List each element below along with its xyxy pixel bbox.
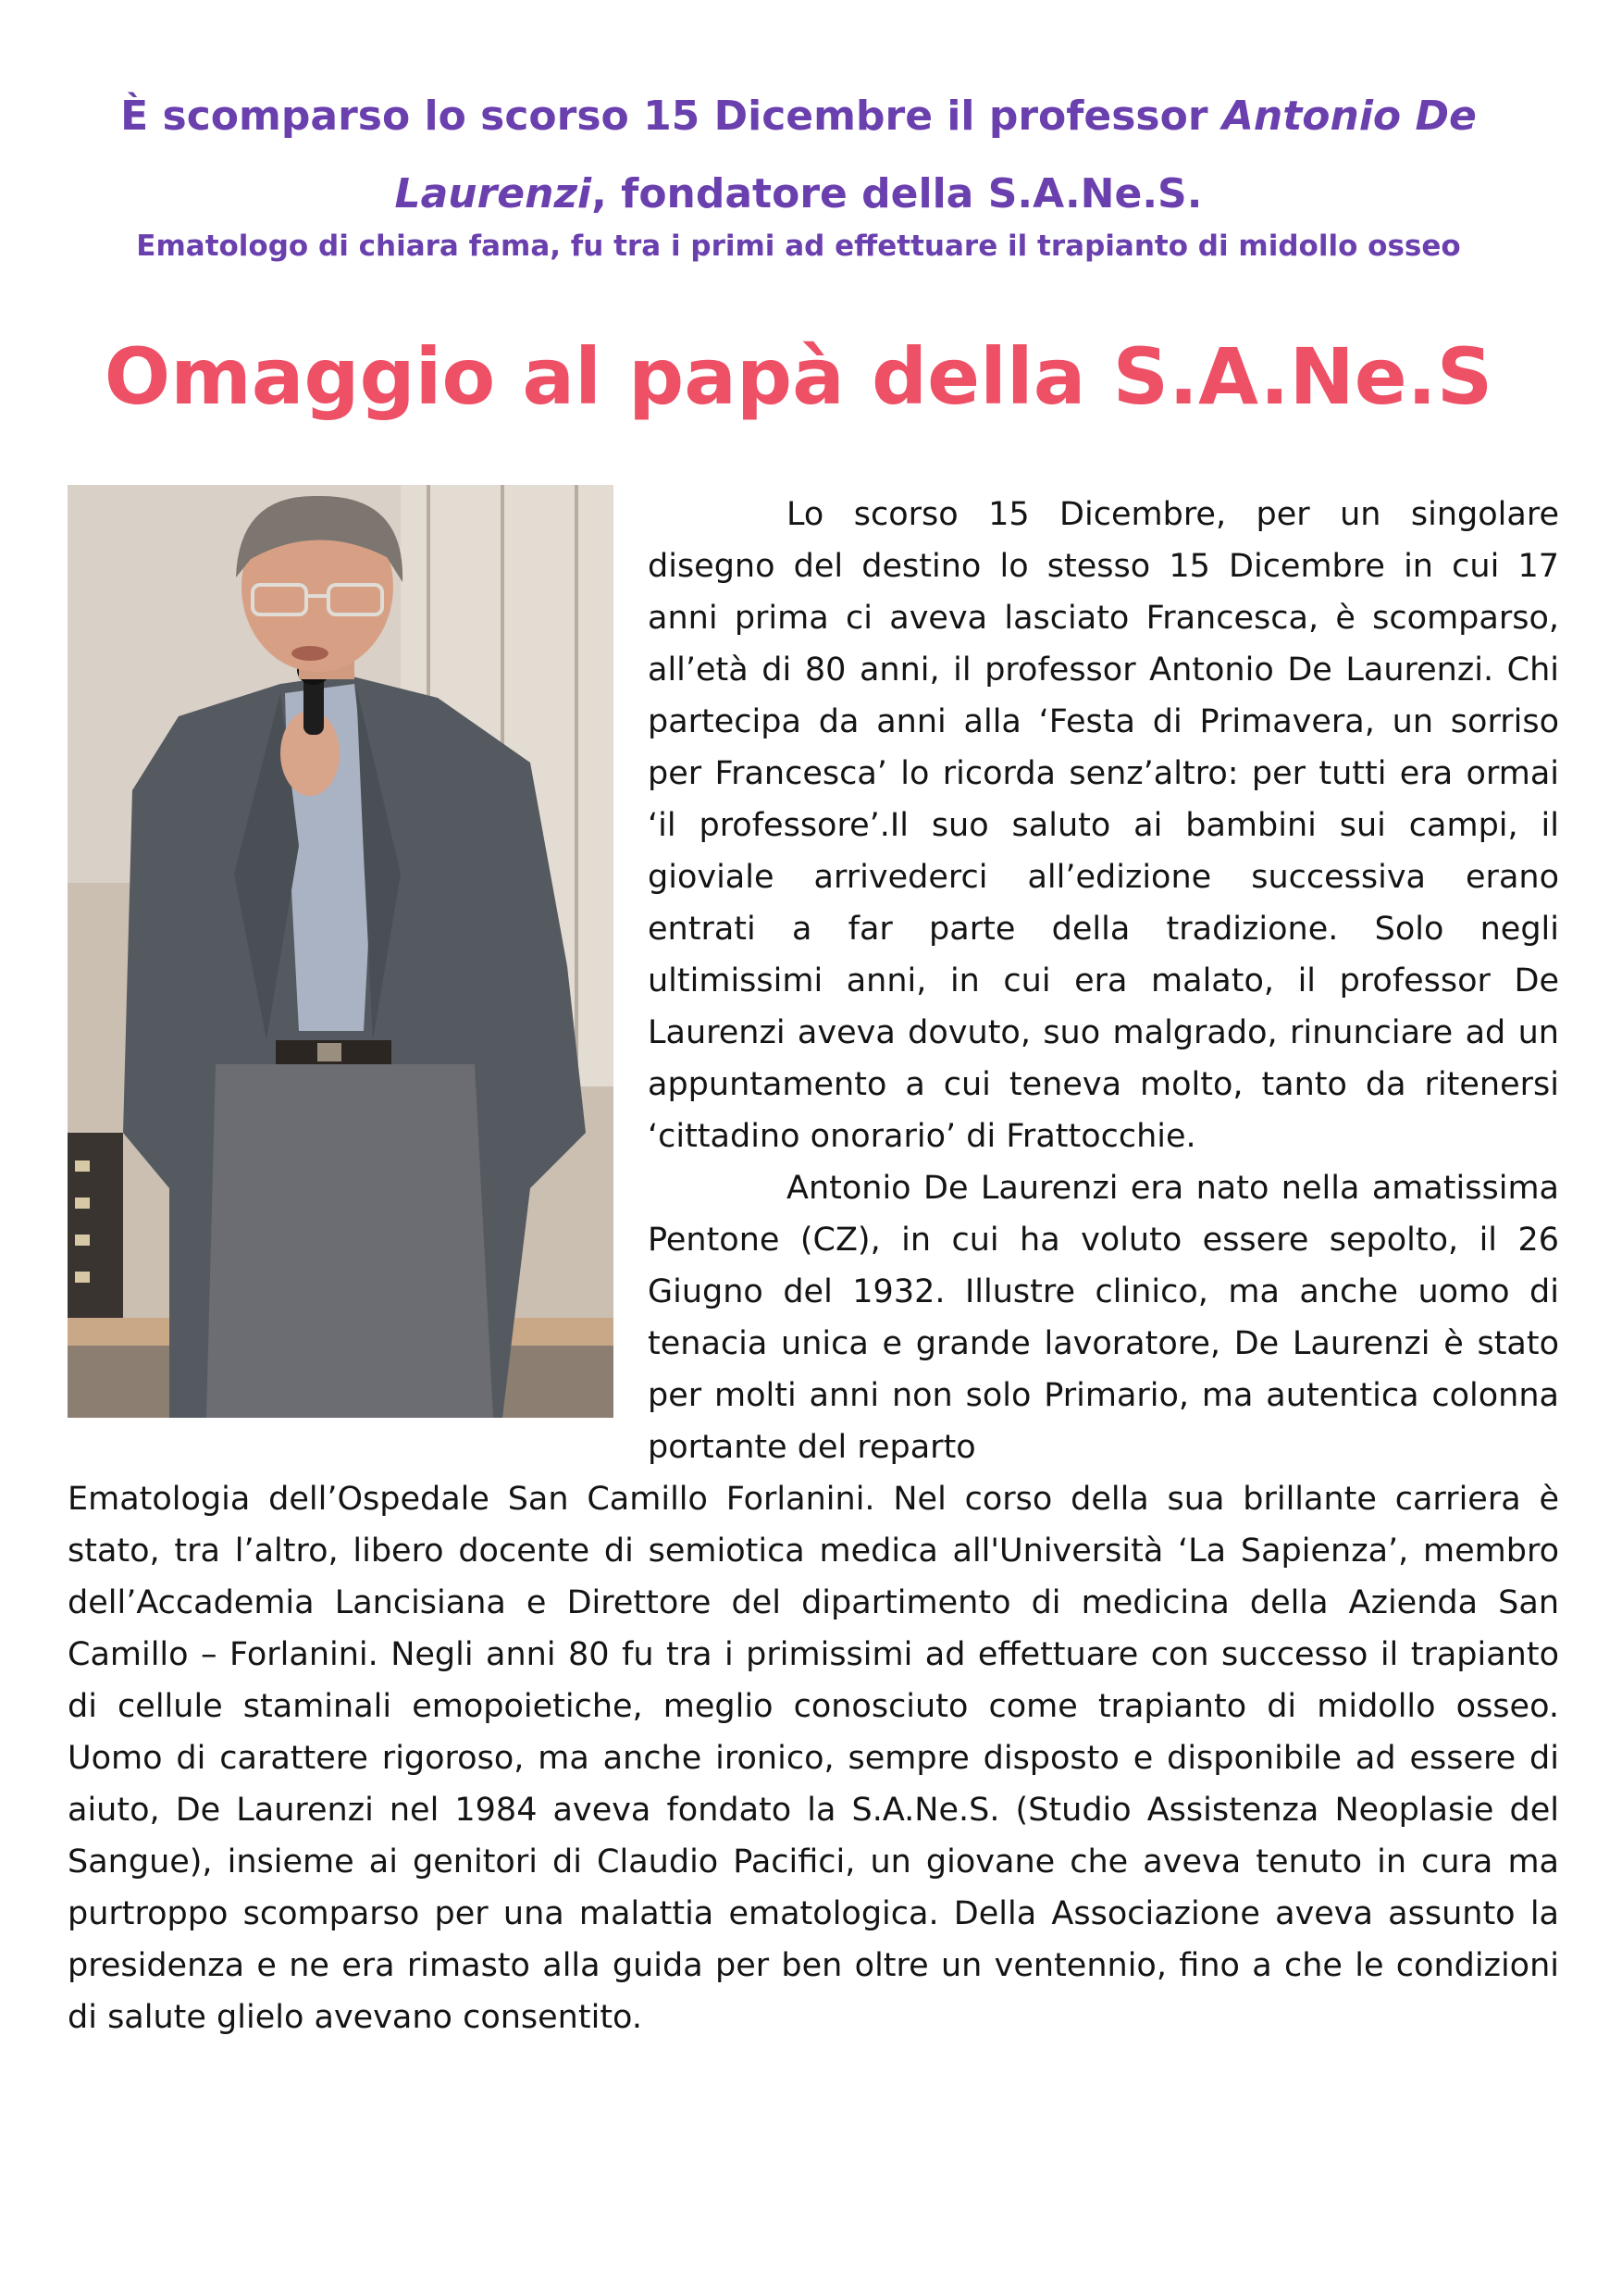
article-paragraph-1: Lo scorso 15 Dicembre, per un singolare disegno del destino lo stesso 15 Dicembre in cui 17 anni prima ci aveva lasciato Francesca, è scomparso, all’età di 80 anni, il professor Antonio De Laurenzi. Chi partecipa da anni alla ‘Festa di Primavera, un sorriso per Francesca’ lo ricorda senz’altro: per tutti era ormai ‘il professore’.Il suo saluto ai bambini sui campi, il gioviale arrivederci all’edizione successiva erano entrati a far parte della tradizione. Solo negli ultimissimi anni, in cui era malato, il professor De Laurenzi aveva dovuto, suo malgrado, rinunciare ad un appuntamento a cui teneva molto, tanto da ritenersi ‘cittadino onorario’ di Frattocchie. bbox=[648, 496, 1559, 1155]
header-name: Antonio De Laurenzi bbox=[394, 93, 1477, 217]
article-column-right bbox=[648, 489, 1559, 1473]
portrait-photo bbox=[68, 485, 613, 1418]
article-title: Omaggio al papà della S.A.Ne.S bbox=[104, 331, 1493, 422]
header-line-1 bbox=[111, 78, 1486, 233]
article-column-full bbox=[68, 1473, 1559, 2043]
header-line-2: Ematologo di chiara fama, fu tra i primi ad effettuare il trapianto di midollo osseo bbox=[136, 230, 1461, 263]
header-line-1-pre: È scomparso lo scorso 15 Dicembre il professor bbox=[120, 93, 1222, 140]
article-paragraph-2-continued: Ematologia dell’Ospedale San Camillo Forlanini. Nel corso della sua brillante carriera è stato, tra l’altro, libero docente di semiotica medica all'Università ‘La Sapienza’, membro dell’Accademia Lancisiana e Direttore del dipartimento di medicina della Azienda San Camillo – Forlanini. Negli anni 80 fu tra i primissimi ad effettuare con successo il trapianto di cellule staminali emopoietiche, meglio conosciuto come trapianto di midollo osseo. Uomo di carattere rigoroso, ma anche ironico, sempre disposto e disponibile ad essere di aiuto, De Laurenzi nel 1984 aveva fondato la S.A.Ne.S. (Studio Assistenza Neoplasie del Sangue), insieme ai genitori di Claudio Pacifici, un giovane che aveva tenuto in cura ma purtroppo scomparso per una malattia ematologica. Della Associazione aveva assunto la presidenza e ne era rimasto alla guida per ben oltre un ventennio, fino a che le condizioni di salute glielo avevano consentito. bbox=[68, 1481, 1559, 2036]
header-line-1-post: , fondatore della S.A.Ne.S. bbox=[591, 170, 1203, 217]
article-paragraph-2-start: Antonio De Laurenzi era nato nella amatissima Pentone (CZ), in cui ha voluto essere sepolto, il 26 Giugno del 1932. Illustre clinico, ma anche uomo di tenacia unica e grande lavoratore, De Laurenzi è stato per molti anni non solo Primario, ma autentica colonna portante del reparto bbox=[648, 1170, 1559, 1466]
